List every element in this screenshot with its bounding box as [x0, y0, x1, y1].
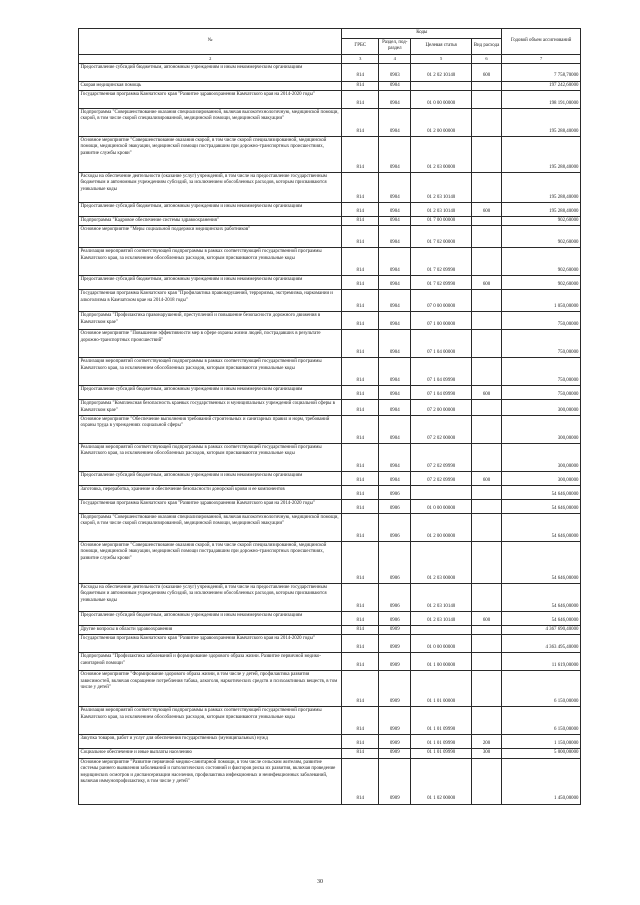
- table-row: [79, 136, 581, 172]
- row-razdel-cell: 0904: [379, 172, 411, 202]
- row-sum-cell: 54 646,00000: [502, 584, 581, 612]
- row-vr-cell: [471, 248, 501, 276]
- row-grbs-cell: 814: [342, 653, 379, 671]
- row-name-cell: Подпрограмма "Профилактика правонарушений, преступлений и повышение безопасности дорожного движения в Камчатском крае": [79, 312, 342, 330]
- row-vr-cell: [471, 216, 501, 225]
- row-sum-cell: 750,00000: [502, 358, 581, 386]
- row-vr-cell: [471, 486, 501, 500]
- row-grbs-cell: 814: [342, 612, 379, 626]
- column-number: 3: [342, 54, 379, 63]
- table-row: [79, 81, 581, 90]
- header-codes: Коды: [342, 29, 502, 39]
- table-row: [79, 108, 581, 136]
- row-grbs-cell: 814: [342, 172, 379, 202]
- row-csr-cell: 07 1 04 00000: [411, 330, 471, 358]
- row-razdel-cell: 0904: [379, 472, 411, 486]
- row-grbs-cell: 814: [342, 671, 379, 707]
- row-name-cell: Подпрограмма "Кадровое обеспечение системы здравоохранения": [79, 216, 342, 225]
- row-grbs-cell: 814: [342, 276, 379, 290]
- row-name-cell: Предоставление субсидий бюджетным, автономным учреждениям и иным некоммерческим организациям: [79, 386, 342, 400]
- row-vr-cell: 300: [471, 749, 501, 758]
- row-razdel-cell: 0904: [379, 330, 411, 358]
- row-vr-cell: [471, 312, 501, 330]
- row-grbs-cell: 814: [342, 386, 379, 400]
- row-name-cell: Государственная программа Камчатского края "Развитие здравоохранения Камчатского края на 2014-2020 годы": [79, 500, 342, 514]
- table-row: [79, 626, 581, 635]
- row-sum-cell: 4 363 495,40000: [502, 635, 581, 653]
- row-csr-cell: 07 0 00 00000: [411, 290, 471, 312]
- table-row: [79, 216, 581, 225]
- row-csr-cell: 01 1 01 09990: [411, 735, 471, 749]
- row-razdel-cell: 0906: [379, 612, 411, 626]
- row-grbs-cell: 814: [342, 226, 379, 248]
- row-csr-cell: 07 1 04 09990: [411, 386, 471, 400]
- row-name-cell: Подпрограмма "Совершенствование оказания специализированной, включая высокотехнологичную, медицинской помощи, скорой, в том числе скорой специализированной, медицинской помощи, медицинской эвакуации": [79, 108, 342, 136]
- row-vr-cell: [471, 758, 501, 804]
- row-razdel-cell: 0906: [379, 486, 411, 500]
- row-csr-cell: [411, 486, 471, 500]
- row-razdel-cell: 0904: [379, 290, 411, 312]
- row-sum-cell: 195 288,40000: [502, 108, 581, 136]
- page-number: 30: [317, 879, 323, 885]
- row-vr-cell: [471, 626, 501, 635]
- row-csr-cell: 01 1 01 09990: [411, 749, 471, 758]
- column-number: 2: [79, 54, 342, 63]
- row-name-cell: Подпрограмма "Комплексная безопасность краевых государственных и муниципальных учреждений социальной сферы в Камчатском крае": [79, 400, 342, 416]
- row-csr-cell: 07 2 02 00000: [411, 416, 471, 444]
- table-row: [79, 202, 581, 216]
- row-csr-cell: 01 1 02 00000: [411, 758, 471, 804]
- table-row: [79, 500, 581, 514]
- row-vr-cell: [471, 108, 501, 136]
- row-razdel-cell: 0904: [379, 358, 411, 386]
- row-razdel-cell: 0903: [379, 63, 411, 81]
- row-razdel-cell: 0904: [379, 136, 411, 172]
- row-grbs-cell: 814: [342, 758, 379, 804]
- row-sum-cell: 750,00000: [502, 312, 581, 330]
- row-vr-cell: [471, 584, 501, 612]
- row-csr-cell: 07 1 00 00000: [411, 312, 471, 330]
- row-sum-cell: 5 000,00000: [502, 749, 581, 758]
- row-name-cell: Реализация мероприятий соответствующей подпрограммы в рамках соответствующей государственной программы Камчатского края, за исключением обособленных расходов, которым присваиваются уникальные коды: [79, 248, 342, 276]
- row-sum-cell: 195 288,40000: [502, 172, 581, 202]
- row-razdel-cell: 0904: [379, 90, 411, 108]
- row-name-cell: Реализация мероприятий соответствующей подпрограммы в рамках соответствующей государственной программы Камчатского края, за исключением обособленных расходов, которым присваиваются уникальные коды: [79, 358, 342, 386]
- table-row: [79, 444, 581, 472]
- row-grbs-cell: 814: [342, 400, 379, 416]
- row-csr-cell: 01 0 00 00000: [411, 500, 471, 514]
- row-csr-cell: 01 1 00 00000: [411, 653, 471, 671]
- row-sum-cell: 195 288,40000: [502, 136, 581, 172]
- row-name-cell: Государственная программа Камчатского края "Развитие здравоохранения Камчатского края на 2014-2020 годы": [79, 635, 342, 653]
- row-sum-cell: 54 646,00000: [502, 542, 581, 584]
- table-row: [79, 514, 581, 542]
- row-vr-cell: 600: [471, 276, 501, 290]
- table-row: [79, 758, 581, 804]
- row-vr-cell: [471, 358, 501, 386]
- row-grbs-cell: 814: [342, 584, 379, 612]
- row-sum-cell: 198 191,00000: [502, 90, 581, 108]
- row-grbs-cell: 814: [342, 500, 379, 514]
- row-vr-cell: [471, 81, 501, 90]
- row-csr-cell: 01 2 03 00000: [411, 542, 471, 584]
- column-number: 6: [471, 54, 501, 63]
- table-row: [79, 635, 581, 653]
- row-vr-cell: [471, 400, 501, 416]
- row-vr-cell: [471, 542, 501, 584]
- row-sum-cell: 1 050,00000: [502, 290, 581, 312]
- row-vr-cell: 600: [471, 63, 501, 81]
- row-csr-cell: [411, 626, 471, 635]
- row-grbs-cell: 814: [342, 486, 379, 500]
- row-grbs-cell: 814: [342, 626, 379, 635]
- row-razdel-cell: 0906: [379, 500, 411, 514]
- table-row: [79, 386, 581, 400]
- row-sum-cell: 11 619,00000: [502, 653, 581, 671]
- row-name-cell: Заготовка, переработка, хранение и обеспечение безопасности донорской крови и ее компонентов: [79, 486, 342, 500]
- row-name-cell: Предоставление субсидий бюджетным, автономным учреждениям и иным некоммерческим организациям: [79, 276, 342, 290]
- row-csr-cell: 01 7 02 00000: [411, 226, 471, 248]
- table-row: [79, 486, 581, 500]
- row-grbs-cell: 814: [342, 90, 379, 108]
- row-grbs-cell: 814: [342, 216, 379, 225]
- row-sum-cell: 54 646,00000: [502, 486, 581, 500]
- row-name-cell: Основное мероприятие "Обеспечение выполнения требований строительных и санитарных правил и норм, требований охраны труда в учреждениях социальной сферы": [79, 416, 342, 444]
- row-vr-cell: [471, 226, 501, 248]
- row-grbs-cell: 814: [342, 444, 379, 472]
- table-row: [79, 276, 581, 290]
- row-grbs-cell: 814: [342, 108, 379, 136]
- row-sum-cell: 300,00000: [502, 444, 581, 472]
- row-grbs-cell: 814: [342, 248, 379, 276]
- row-name-cell: Другие вопросы в области здравоохранения: [79, 626, 342, 635]
- row-sum-cell: 902,60000: [502, 248, 581, 276]
- row-name-cell: Основное мероприятие "Меры социальной поддержки медицинских работников": [79, 226, 342, 248]
- row-sum-cell: 300,00000: [502, 400, 581, 416]
- row-name-cell: Предоставление субсидий бюджетным, автономным учреждениям и иным некоммерческим организациям: [79, 63, 342, 81]
- row-sum-cell: 300,00000: [502, 416, 581, 444]
- row-csr-cell: 07 2 02 09990: [411, 444, 471, 472]
- row-name-cell: Предоставление субсидий бюджетным, автономным учреждениям и иным некоммерческим организациям: [79, 472, 342, 486]
- row-name-cell: Предоставление субсидий бюджетным, автономным учреждениям и иным некоммерческим организациям: [79, 612, 342, 626]
- row-razdel-cell: 0904: [379, 276, 411, 290]
- row-name-cell: Реализация мероприятий соответствующей подпрограммы в рамках соответствующей государственной программы Камчатского края, за исключением обособленных расходов, которым присваиваются уникальные коды: [79, 707, 342, 735]
- row-razdel-cell: 0909: [379, 653, 411, 671]
- row-grbs-cell: 814: [342, 81, 379, 90]
- row-name-cell: Основное мероприятие "Повышение эффективности мер в сфере охраны жизни людей, пострадавших в результате дорожно-транспортных происшествий": [79, 330, 342, 358]
- row-vr-cell: [471, 635, 501, 653]
- row-vr-cell: [471, 172, 501, 202]
- table-row: [79, 63, 581, 81]
- row-razdel-cell: 0904: [379, 108, 411, 136]
- row-vr-cell: [471, 444, 501, 472]
- row-sum-cell: 1 450,00000: [502, 758, 581, 804]
- row-razdel-cell: 0904: [379, 400, 411, 416]
- row-sum-cell: 300,00000: [502, 472, 581, 486]
- row-sum-cell: 4 367 690,40000: [502, 626, 581, 635]
- table-row: [79, 358, 581, 386]
- row-razdel-cell: 0906: [379, 584, 411, 612]
- budget-table: [78, 28, 581, 805]
- row-name-cell: Предоставление субсидий бюджетным, автономным учреждениям и иным некоммерческим организациям: [79, 202, 342, 216]
- table-row: [79, 707, 581, 735]
- row-razdel-cell: 0909: [379, 735, 411, 749]
- row-vr-cell: 200: [471, 735, 501, 749]
- row-grbs-cell: 814: [342, 63, 379, 81]
- row-name-cell: Основное мероприятие "Совершенствование оказания скорой, в том числе скорой специализированной, медицинской помощи, медицинской эвакуации, медицинской помощи пострадавшим при дорожно-транспортных происшествиях, развитие службы крови": [79, 542, 342, 584]
- row-name-cell: Основное мероприятие "Развитие первичной медико-санитарной помощи, в том числе сельским жителям, развитие системы раннего выявления заболеваний и патологических состояний и факторов риска их развития, включая проведение медицинских осмотров и диспансеризации населения, профилактика инфекционных и неинфекционных заболеваний, включая иммунопрофилактику, в том числе у детей": [79, 758, 342, 804]
- row-vr-cell: [471, 514, 501, 542]
- column-numbers-row: [79, 54, 581, 63]
- row-csr-cell: 01 0 00 00000: [411, 635, 471, 653]
- row-razdel-cell: 0909: [379, 671, 411, 707]
- row-csr-cell: 01 2 02 10140: [411, 63, 471, 81]
- row-razdel-cell: 0909: [379, 707, 411, 735]
- row-csr-cell: 01 7 00 00000: [411, 216, 471, 225]
- column-number: 4: [379, 54, 411, 63]
- table-row: [79, 472, 581, 486]
- row-razdel-cell: 0904: [379, 312, 411, 330]
- row-sum-cell: 195 288,40000: [502, 202, 581, 216]
- row-name-cell: Государственная программа Камчатского края "Профилактика правонарушений, терроризма, экстремизма, наркомании и алкоголизма в Камчатском крае на 2014-2018 годы": [79, 290, 342, 312]
- row-name-cell: Подпрограмма "Профилактика заболеваний и формирование здорового образа жизни. Развитие первичной медико-санитарной помощи": [79, 653, 342, 671]
- row-grbs-cell: 814: [342, 542, 379, 584]
- row-name-cell: Государственная программа Камчатского края "Развитие здравоохранения Камчатского края на 2014-2020 годы": [79, 90, 342, 108]
- table-row: [79, 542, 581, 584]
- row-name-cell: Основное мероприятие "Совершенствование оказания скорой, в том числе скорой специализированной, медицинской помощи, медицинской эвакуации, медицинской помощи пострадавшим при дорожно-транспортных происшествиях, развитие службы крови": [79, 136, 342, 172]
- row-grbs-cell: 814: [342, 290, 379, 312]
- row-grbs-cell: 814: [342, 358, 379, 386]
- row-vr-cell: [471, 416, 501, 444]
- row-grbs-cell: 814: [342, 136, 379, 172]
- row-vr-cell: 600: [471, 612, 501, 626]
- row-razdel-cell: 0904: [379, 202, 411, 216]
- row-grbs-cell: 814: [342, 312, 379, 330]
- row-sum-cell: 902,60000: [502, 226, 581, 248]
- table-row: [79, 330, 581, 358]
- row-grbs-cell: 814: [342, 707, 379, 735]
- row-csr-cell: 01 1 01 00000: [411, 671, 471, 707]
- row-vr-cell: 600: [471, 386, 501, 400]
- row-razdel-cell: 0904: [379, 248, 411, 276]
- row-csr-cell: 01 2 03 10140: [411, 202, 471, 216]
- row-sum-cell: 6 150,00000: [502, 671, 581, 707]
- table-row: [79, 248, 581, 276]
- row-sum-cell: 6 150,00000: [502, 707, 581, 735]
- row-razdel-cell: 0909: [379, 758, 411, 804]
- row-csr-cell: 01 1 01 09990: [411, 707, 471, 735]
- row-name-cell: Основное мероприятие "Формирование здорового образа жизни, в том числе у детей, профилактика развития зависимостей, включая сокращение потребления табака, алкоголя, наркотических средств и психоактивных веществ, в том числе у детей": [79, 671, 342, 707]
- row-csr-cell: [411, 81, 471, 90]
- header-razdel: Раздел, под-раздел: [379, 39, 411, 55]
- row-sum-cell: 197 242,60000: [502, 81, 581, 90]
- row-vr-cell: [471, 90, 501, 108]
- row-csr-cell: 01 7 02 09990: [411, 276, 471, 290]
- column-number: 7: [502, 54, 581, 63]
- row-vr-cell: [471, 330, 501, 358]
- header-sum: Годовой объем ассигнований: [502, 29, 581, 55]
- table-row: [79, 584, 581, 612]
- header-vr: Вид расхода: [471, 39, 501, 55]
- row-sum-cell: 54 646,00000: [502, 612, 581, 626]
- row-name-cell: Расходы на обеспечение деятельности (оказание услуг) учреждений, в том числе на предоставление государственным бюджетным и автономным учреждениям субсидий, за исключением обособленных расходов, которым присваиваются уникальные коды: [79, 584, 342, 612]
- row-sum-cell: 1 150,00000: [502, 735, 581, 749]
- row-csr-cell: 07 1 04 09990: [411, 358, 471, 386]
- row-csr-cell: 07 2 00 00000: [411, 400, 471, 416]
- row-csr-cell: 01 2 03 10140: [411, 584, 471, 612]
- table-row: [79, 749, 581, 758]
- row-csr-cell: 01 2 00 00000: [411, 514, 471, 542]
- row-grbs-cell: 814: [342, 735, 379, 749]
- row-sum-cell: 902,60000: [502, 216, 581, 225]
- row-razdel-cell: 0906: [379, 542, 411, 584]
- row-csr-cell: 01 2 03 10140: [411, 172, 471, 202]
- header-no: №: [79, 29, 342, 55]
- row-name-cell: Закупка товаров, работ и услуг для обеспечения государственных (муниципальных) нужд: [79, 735, 342, 749]
- row-sum-cell: 7 758,70000: [502, 63, 581, 81]
- row-vr-cell: [471, 653, 501, 671]
- row-name-cell: Подпрограмма "Совершенствование оказания специализированной, включая высокотехнологичную, медицинской помощи, скорой, в том числе скорой специализированной, медицинской помощи, медицинской эвакуации": [79, 514, 342, 542]
- table-row: [79, 226, 581, 248]
- row-csr-cell: 01 2 03 10140: [411, 612, 471, 626]
- row-csr-cell: 01 2 03 00000: [411, 136, 471, 172]
- table-row: [79, 612, 581, 626]
- row-sum-cell: 54 646,00000: [502, 500, 581, 514]
- table-row: [79, 735, 581, 749]
- table-row: [79, 172, 581, 202]
- row-razdel-cell: 0904: [379, 386, 411, 400]
- row-vr-cell: [471, 290, 501, 312]
- header-csr: Целевая статья: [411, 39, 471, 55]
- row-grbs-cell: 814: [342, 635, 379, 653]
- row-csr-cell: 07 2 02 09990: [411, 472, 471, 486]
- table-body: [79, 63, 581, 804]
- row-csr-cell: 01 7 02 09990: [411, 248, 471, 276]
- row-name-cell: Реализация мероприятий соответствующей подпрограммы в рамках соответствующей государственной программы Камчатского края, за исключением обособленных расходов, которым присваиваются уникальные коды: [79, 444, 342, 472]
- table-header: [79, 29, 581, 64]
- row-grbs-cell: 814: [342, 749, 379, 758]
- table-row: [79, 90, 581, 108]
- row-name-cell: Скорая медицинская помощь: [79, 81, 342, 90]
- row-csr-cell: 01 2 00 00000: [411, 108, 471, 136]
- row-razdel-cell: 0909: [379, 749, 411, 758]
- row-grbs-cell: 814: [342, 472, 379, 486]
- column-number: 5: [411, 54, 471, 63]
- row-grbs-cell: 814: [342, 202, 379, 216]
- row-vr-cell: 600: [471, 472, 501, 486]
- row-vr-cell: [471, 500, 501, 514]
- row-vr-cell: [471, 136, 501, 172]
- row-razdel-cell: 0906: [379, 514, 411, 542]
- row-sum-cell: 54 646,00000: [502, 514, 581, 542]
- row-razdel-cell: 0909: [379, 626, 411, 635]
- row-razdel-cell: 0904: [379, 81, 411, 90]
- row-vr-cell: [471, 707, 501, 735]
- row-grbs-cell: 814: [342, 416, 379, 444]
- row-csr-cell: 01 0 00 00000: [411, 90, 471, 108]
- row-razdel-cell: 0904: [379, 216, 411, 225]
- row-razdel-cell: 0909: [379, 635, 411, 653]
- header-grbs: ГРБС: [342, 39, 379, 55]
- table-row: [79, 312, 581, 330]
- row-razdel-cell: 0904: [379, 226, 411, 248]
- table-row: [79, 400, 581, 416]
- row-vr-cell: 600: [471, 202, 501, 216]
- row-sum-cell: 902,60000: [502, 276, 581, 290]
- row-name-cell: Социальное обеспечение и иные выплаты населению: [79, 749, 342, 758]
- row-grbs-cell: 814: [342, 514, 379, 542]
- row-sum-cell: 750,00000: [502, 330, 581, 358]
- row-razdel-cell: 0904: [379, 444, 411, 472]
- row-grbs-cell: 814: [342, 330, 379, 358]
- table-row: [79, 416, 581, 444]
- row-razdel-cell: 0904: [379, 416, 411, 444]
- table-row: [79, 653, 581, 671]
- table-row: [79, 671, 581, 707]
- table-row: [79, 290, 581, 312]
- row-sum-cell: 750,00000: [502, 386, 581, 400]
- row-vr-cell: [471, 671, 501, 707]
- row-name-cell: Расходы на обеспечение деятельности (оказание услуг) учреждений, в том числе на предоставление государственным бюджетным и автономным учреждениям субсидий, за исключением обособленных расходов, которым присваиваются уникальные коды: [79, 172, 342, 202]
